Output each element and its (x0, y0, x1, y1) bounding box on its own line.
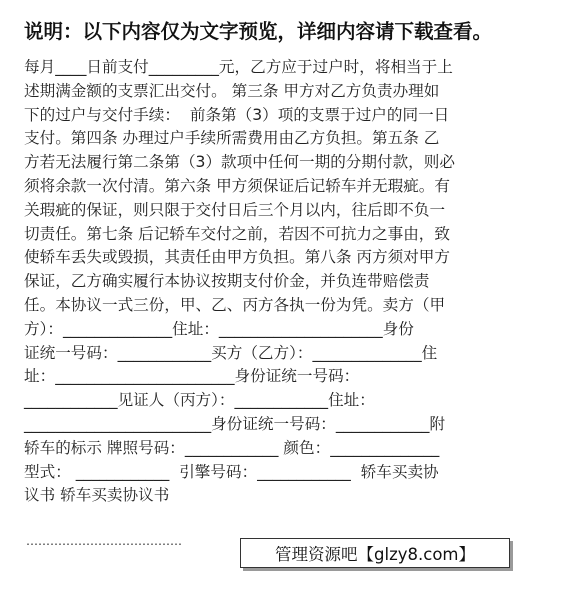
body-line: 下的过户与交付手续： 前条第（3）项的支票于过户的同一日 (24, 105, 450, 124)
body-line: 方若无法履行第二条第（3）款项中任何一期的分期付款，则必 (24, 153, 455, 172)
source-link-button[interactable]: 管理资源吧【glzy8.com】 (240, 538, 510, 568)
body-line: 须将余款一次付清。第六条 甲方须保证后记轿车并无瑕疵。有 (24, 176, 450, 195)
body-line: 议书 轿车买卖协议书 (24, 486, 170, 505)
body-line: 保证，乙方确实履行本协议按期支付价金，并负连带赔偿责 (24, 272, 430, 291)
body-line: 关瑕疵的保证，则只限于交付日后三个月以内，往后即不负一 (24, 200, 446, 219)
body-line: 使轿车丢失或毁损，其责任由甲方负担。第八条 丙方须对甲方 (24, 248, 450, 267)
body-line: 方）：______________住址：_____________________身份 (24, 319, 414, 338)
body-line: 每月____日前支付_________元，乙方应于过户时，将相当于上 (24, 58, 453, 76)
body-line: 址：_______________________身份证统一号码： (24, 367, 360, 386)
preview-notice: 说明：以下内容仅为文字预览，详细内容请下载查看。 (24, 20, 493, 43)
body-line: 任。本协议一式三份，甲、乙、丙方各执一份为凭。卖方（甲 (24, 295, 446, 314)
body-line: 支付。第四条 办理过户手续所需费用由乙方负担。第五条 乙 (24, 129, 440, 148)
document-body (24, 56, 554, 508)
body-line: 切责任。第七条 后记轿车交付之前，若因不可抗力之事由，致 (24, 224, 450, 243)
body-line: 型式： ____________ 引擎号码：____________ 轿车买卖协 (24, 462, 439, 481)
body-line: ________________________身份证统一号码：____________附 (24, 414, 446, 433)
ellipsis-dots: ………………………………… (26, 534, 182, 548)
body-line: ____________见证人（丙方）：____________住址： (24, 391, 375, 410)
body-line: 证统一号码：____________买方（乙方）：______________住 (24, 343, 438, 362)
body-line: 轿车的标示 牌照号码：____________ 颜色：______________ (24, 438, 440, 457)
body-line: 述期满金额的支票汇出交付。 第三条 甲方对乙方负责办理如 (24, 81, 440, 100)
